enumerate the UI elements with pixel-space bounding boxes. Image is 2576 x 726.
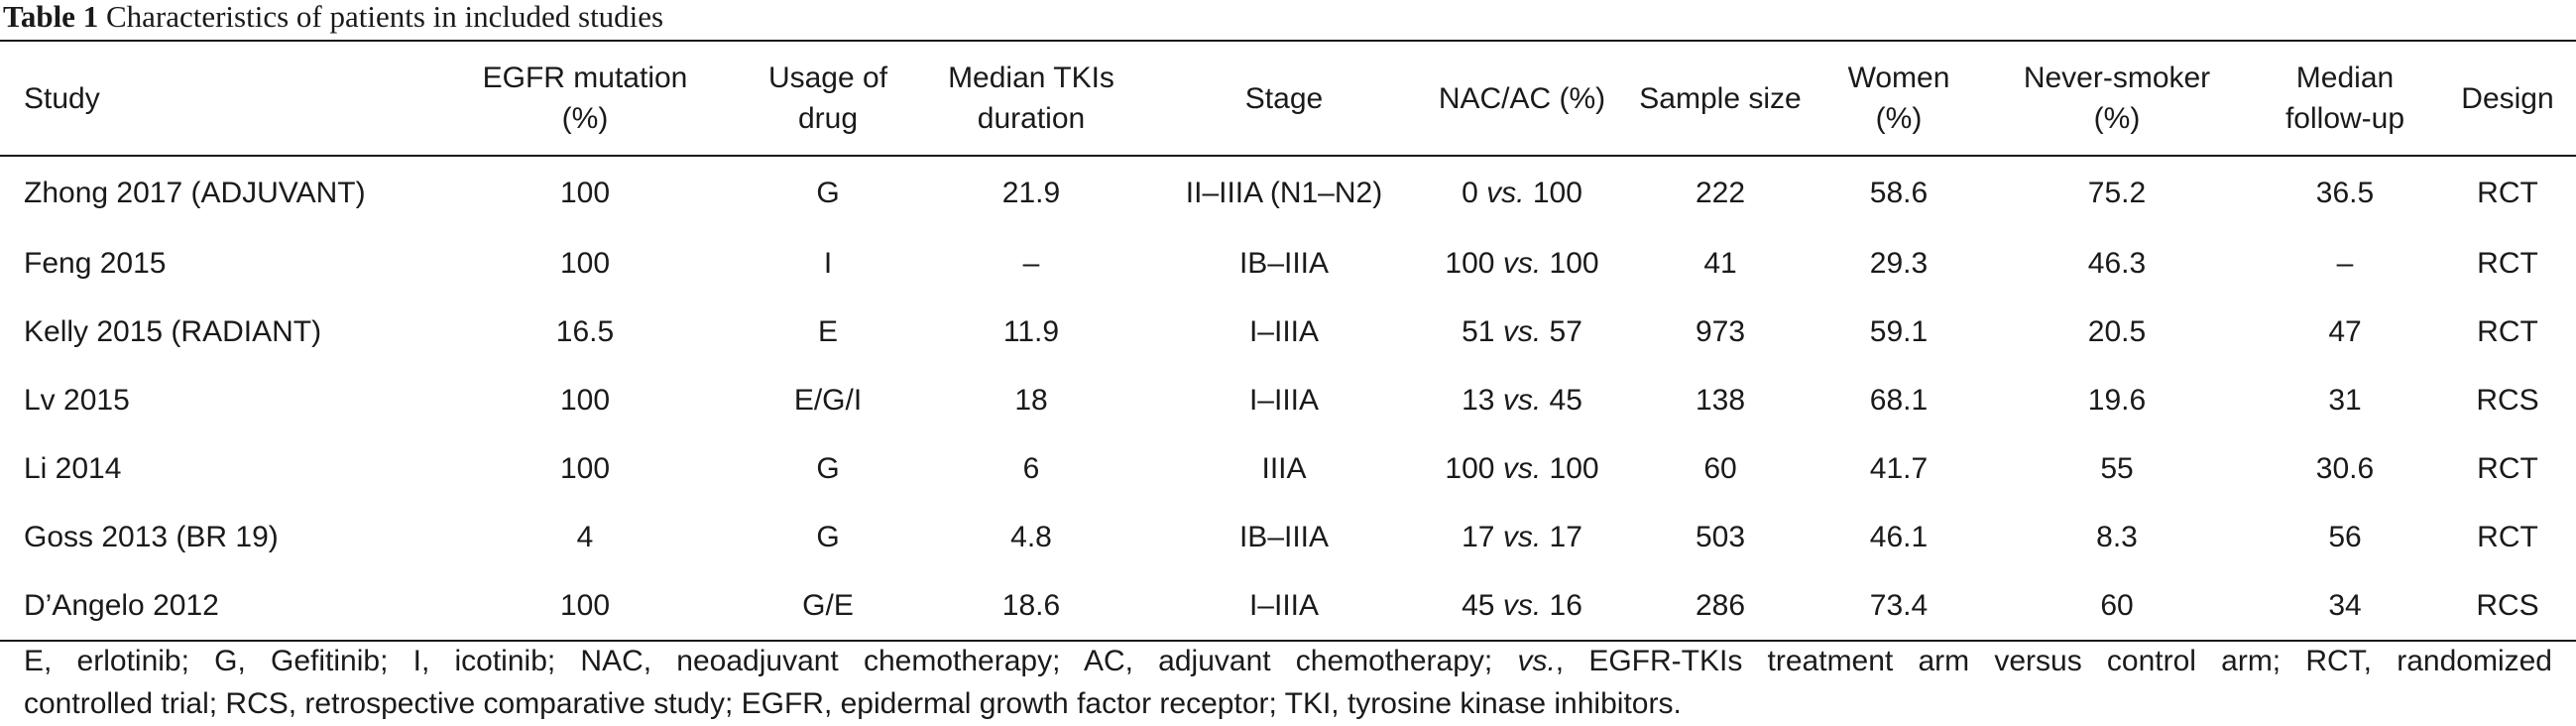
table-row <box>0 503 2576 571</box>
header-row <box>0 41 2576 156</box>
cell-duration: 4.8 <box>1010 520 1052 553</box>
cell-sample: 60 <box>1703 451 1737 485</box>
cell-women: 73.4 <box>1815 571 1983 641</box>
cell-duration: 11.9 <box>1002 314 1060 348</box>
cell-drug: G <box>816 451 840 485</box>
footnote-line-1: E, erlotinib; G, Gefitinib; I, icotinib; NAC, neoadjuvant chemotherapy; AC, adjuvant chemotherapy; vs., EGFR-TKIs treatment arm versus control arm; RCT, randomized <box>24 645 2552 677</box>
cell-duration: 21.9 <box>1001 176 1061 209</box>
cell-drug: G/E <box>744 571 912 641</box>
table-caption-text: Characteristics of patients in included studies <box>105 0 664 34</box>
cell-design: RCS <box>2439 571 2576 641</box>
cell-study: Goss 2013 (BR 19) <box>24 520 279 553</box>
cell-followup: 34 <box>2251 571 2439 641</box>
cell-followup: 56 <box>2328 520 2362 553</box>
cell-duration: 6 <box>1022 451 1040 485</box>
header-egfr-mutation: EGFR mutation (%) <box>426 41 744 156</box>
cell-egfr: 100 <box>559 176 611 209</box>
cell-never: 46.3 <box>2087 246 2147 280</box>
cell-stage: IB–IIIA <box>1238 246 1330 280</box>
table-row <box>0 229 2576 298</box>
cell-sample: 286 <box>1626 571 1815 641</box>
cell-sample: 503 <box>1695 520 1746 553</box>
cell-stage: I–IIIA <box>1248 383 1320 417</box>
table-row <box>0 156 2576 229</box>
cell-nac: 0 vs. 100 <box>1462 176 1582 209</box>
cell-design: RCT <box>2477 520 2538 553</box>
cell-design: RCT <box>2477 176 2538 209</box>
cell-design: RCT <box>2477 451 2538 485</box>
cell-duration: 18.6 <box>912 571 1150 641</box>
cell-duration: 18 <box>1014 383 1048 417</box>
cell-study: Zhong 2017 (ADJUVANT) <box>24 176 366 209</box>
cell-egfr: 100 <box>559 383 611 417</box>
cell-followup: 31 <box>2328 383 2362 417</box>
header-median-tkis-duration: Median TKIs duration <box>912 41 1150 156</box>
cell-women: 46.1 <box>1869 520 1929 553</box>
header-never-smoker: Never-smoker (%) <box>1983 41 2251 156</box>
cell-never: 60 <box>1983 571 2251 641</box>
header-stage: Stage <box>1150 41 1418 156</box>
cell-nac: 100 vs. 100 <box>1445 246 1599 280</box>
cell-never: 19.6 <box>2087 383 2147 417</box>
cell-design: RCT <box>2477 246 2538 280</box>
cell-nac: 13 vs. 45 <box>1462 383 1582 417</box>
table-row <box>0 366 2576 434</box>
cell-design: RCS <box>2476 383 2539 417</box>
cell-egfr: 100 <box>559 451 611 485</box>
cell-followup: – <box>2336 246 2354 280</box>
cell-followup: 36.5 <box>2315 176 2375 209</box>
cell-stage: II–IIIA (N1–N2) <box>1185 176 1383 209</box>
cell-drug: G <box>816 520 840 553</box>
cell-nac: 45 vs. 16 <box>1418 571 1626 641</box>
cell-stage: I–IIIA <box>1150 571 1418 641</box>
cell-egfr: 16.5 <box>555 314 615 348</box>
cell-sample: 41 <box>1703 246 1737 280</box>
cell-study: Feng 2015 <box>24 246 167 280</box>
cell-sample: 222 <box>1695 176 1746 209</box>
header-women: Women (%) <box>1815 41 1983 156</box>
header-nac-ac: NAC/AC (%) <box>1418 41 1626 156</box>
cell-duration: – <box>1022 246 1040 280</box>
table-row <box>0 298 2576 366</box>
header-sample-size: Sample size <box>1626 41 1815 156</box>
cell-drug: G <box>816 176 840 209</box>
footnote-line-2: controlled trial; RCS, retrospective comparative study; EGFR, epidermal growth factor receptor; TKI, tyrosine kinase inhibitors. <box>24 687 1682 720</box>
cell-stage: IB–IIIA <box>1238 520 1330 553</box>
cell-sample: 973 <box>1695 314 1746 348</box>
cell-nac: 17 vs. 17 <box>1462 520 1582 553</box>
cell-drug: I <box>823 246 833 280</box>
cell-women: 29.3 <box>1869 246 1929 280</box>
table-footnote <box>24 640 2552 725</box>
table-caption <box>3 0 663 40</box>
cell-women: 41.7 <box>1869 451 1929 485</box>
cell-followup: 30.6 <box>2315 451 2375 485</box>
header-design: Design <box>2439 41 2576 156</box>
table-row <box>0 571 2576 641</box>
header-study: Study <box>0 41 426 156</box>
cell-sample: 138 <box>1695 383 1746 417</box>
cell-study: Lv 2015 <box>24 383 130 417</box>
cell-egfr: 100 <box>426 571 744 641</box>
cell-egfr: 100 <box>559 246 611 280</box>
header-median-follow-up: Median follow-up <box>2251 41 2439 156</box>
table-row <box>0 434 2576 503</box>
cell-never: 20.5 <box>2087 314 2147 348</box>
cell-stage: IIIA <box>1261 451 1307 485</box>
cell-study: D’Angelo 2012 <box>0 571 426 641</box>
cell-nac: 51 vs. 57 <box>1462 314 1582 348</box>
characteristics-table <box>0 40 2576 642</box>
cell-study: Li 2014 <box>24 451 122 485</box>
cell-drug: E/G/I <box>793 383 863 417</box>
cell-followup: 47 <box>2328 314 2362 348</box>
cell-never: 75.2 <box>2087 176 2147 209</box>
table-caption-label: Table 1 <box>3 0 99 34</box>
cell-never: 8.3 <box>2096 520 2138 553</box>
cell-drug: E <box>817 314 838 348</box>
cell-women: 59.1 <box>1869 314 1929 348</box>
cell-design: RCT <box>2477 314 2538 348</box>
cell-study: Kelly 2015 (RADIANT) <box>24 314 322 348</box>
header-usage-of-drug: Usage of drug <box>744 41 912 156</box>
cell-egfr: 4 <box>576 520 594 553</box>
cell-women: 68.1 <box>1869 383 1929 417</box>
cell-stage: I–IIIA <box>1248 314 1320 348</box>
cell-women: 58.6 <box>1869 176 1929 209</box>
cell-never: 55 <box>2100 451 2134 485</box>
cell-nac: 100 vs. 100 <box>1445 451 1599 485</box>
